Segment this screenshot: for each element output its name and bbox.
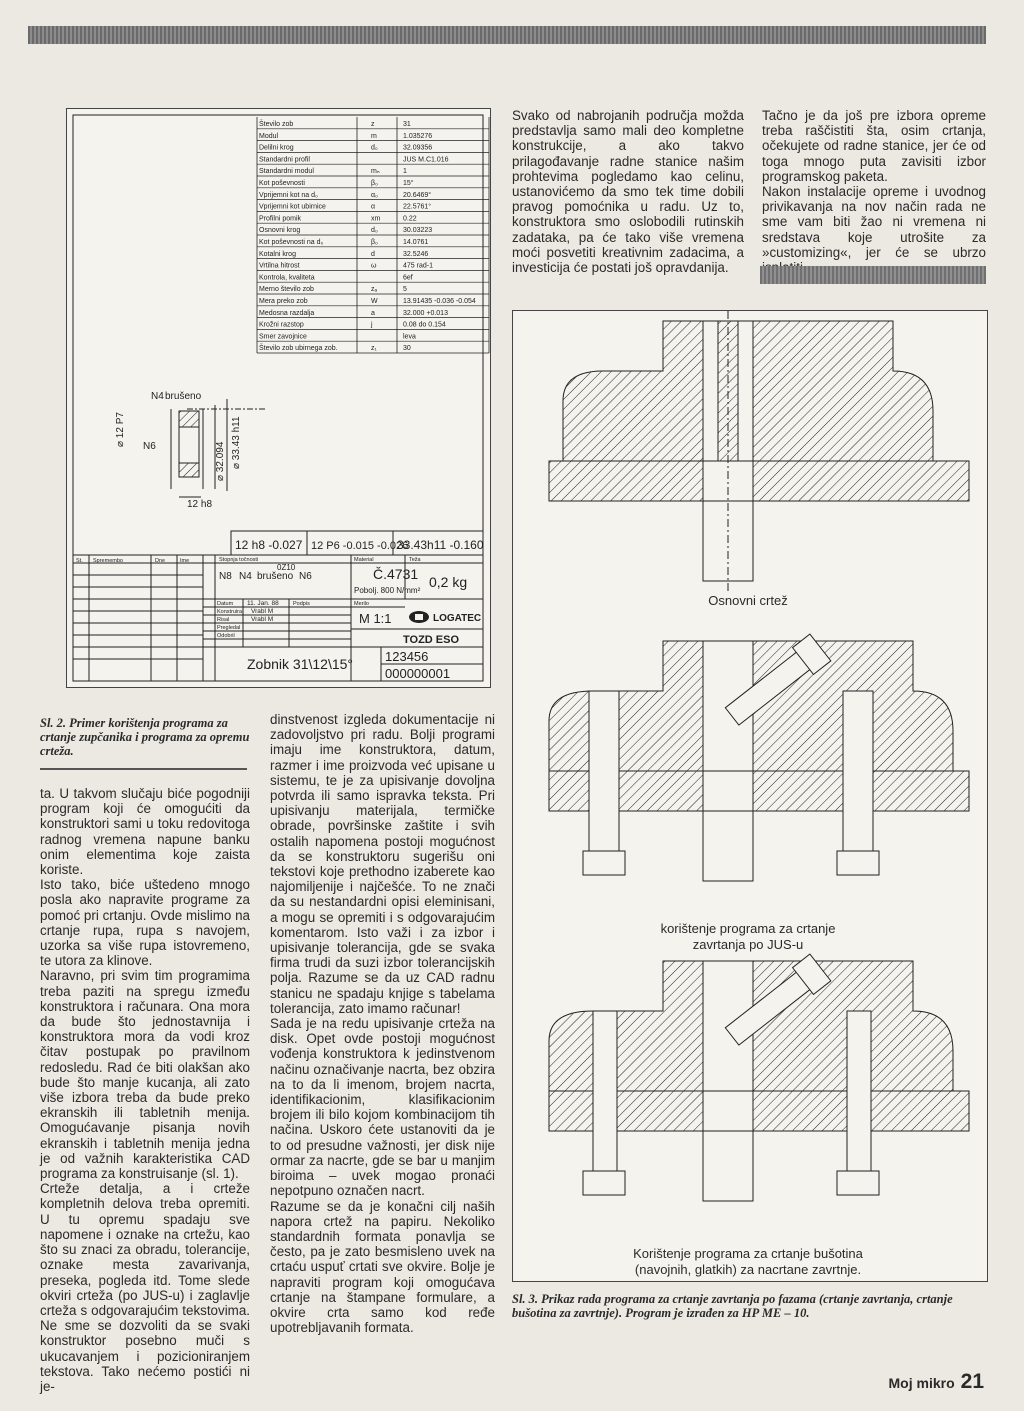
company-name: LOGATEC [433, 613, 482, 624]
param-symbol: α₀ [371, 191, 378, 199]
param-name: Profilni pomik [259, 215, 302, 223]
tb-n8: N8 [219, 571, 232, 582]
param-value: 14.0761 [403, 239, 429, 246]
param-name: Standardni profil [259, 156, 310, 164]
title-block [73, 555, 483, 681]
tb-material-val: Č.4731 [373, 566, 419, 582]
dim-3343: ⌀ 33.43 h11 [231, 416, 242, 469]
mid-para-1: dinstvenost izgleda dokumentacije ni zadovoljstvo pri radu. Bolji programi imaju ime konstruktora, datum, razmer i ime proizvoda već upisane u sistemu, te je za upisivanje dovoljna potvrda ili samo ispravka teksta. Pri upisivanju materijala, termičke obrade, površinske zaštite i svih ostalih napomena postoji mogućnost da se konstruktoru sugerišu oni tekstovi koje prethodno izaberete kao najomiljenije i najčešće. To ne znači da su nestandardni opisi eleminisani, a mogu se opremiti i s odgovarajućim komentarom. Isto važi i za izbor i upisivanje tolerancija, gde se svaka firma trudi da suzi izbor tolerancijskih polja. Razume se da uz CAD radnu stanicu ne spadaju knjige s tabelama tolerancija, zato imamo računar! [270, 712, 495, 1016]
caption-rule-left [40, 768, 247, 770]
param-name: Osnovni krog [259, 227, 301, 235]
tb-podpis: Podpis [293, 601, 310, 607]
tb-material-sub: Pobolj. 800 N/mm² [354, 586, 421, 595]
param-symbol: β₀ [371, 239, 378, 246]
param-name: Krožni razstop [259, 321, 304, 329]
mid-para-2: Sada je na redu upisivanje crteža na disk. Opet ovde postoji mogućnost vođenja konstruktora k jedinstvenom načinu označivanje nacrta, bez obzira na to da li imenom, brojem nacrta, identifikacionim, klasifikacionim brojem ili bilo kojom kombinacijom tih načina. Uskoro ćete ustanoviti da je to od presudne važnosti, jer disk nije ormar za nacrte, gde se bar u manjim biroima – uvek mogao pronaći nepotpuno označen nacrt. [270, 1016, 495, 1199]
tb-datum-val: 11. Jan. 88 [247, 600, 279, 607]
param-symbol: β₀ [371, 180, 378, 187]
param-name: Medosna razdalja [259, 309, 315, 317]
magazine-name: Moj mikro [888, 1375, 955, 1391]
param-name: Standardni modul [259, 168, 314, 176]
param-name: Delilni krog [259, 144, 294, 152]
left-column [40, 786, 250, 1394]
param-value: 30 [403, 345, 411, 353]
tb-person-1: Vrabl M [251, 608, 274, 615]
tb-teza-val: 0,2 kg [429, 574, 468, 590]
param-value: 32.09356 [403, 144, 433, 152]
param-value: 32.000 +0.013 [403, 309, 448, 317]
tb-merilo-val: M 1:1 [359, 611, 392, 626]
param-symbol: z [371, 121, 375, 128]
param-value: 0.08 do 0.154 [403, 321, 446, 329]
param-name: Kot poševnosti na d₀ [259, 239, 324, 246]
tb-row-odobril: Odobril [217, 633, 235, 639]
tb-row-pregledal: Pregledal [217, 625, 241, 631]
param-symbol: W [371, 298, 378, 305]
param-name: Vprijemni kot ubirnice [259, 203, 326, 211]
param-name: Kot poševnosti [259, 180, 305, 187]
param-name: Smer zavojnice [259, 333, 307, 341]
dim-12p7: ⌀ 12 P7 [115, 412, 126, 447]
tb-spremembe: Spremembo [93, 558, 123, 564]
bolt-drawings-svg [513, 311, 987, 1281]
param-symbol: j [371, 321, 373, 329]
logatec-logo [409, 611, 481, 624]
gear-parameter-table [257, 117, 489, 353]
top-right-para-2: Nakon instalacije opreme i uvodnog privikavanja na nov način rada ne sme vam biti žao ni vremena ni sredstava koje utrošite za »customizing«, jer će se ubrzo [762, 184, 986, 260]
part-number: 123456 [385, 649, 429, 664]
param-name: Merno število zob [259, 286, 314, 294]
param-value: leva [403, 333, 416, 341]
fit-2: 12 P6 -0.015 -0.026 [311, 540, 409, 552]
figure-3-caption: Sl. 3. Prikaz rada programa za crtanje zavrtanja po fazama (crtanje zavrtanja, crtanje bušotina za zavrtnje). Program je izrađen za HP ME – 10. [512, 1292, 953, 1320]
param-symbol: ω [371, 262, 377, 270]
tb-merilo: Merilo [354, 601, 369, 607]
left-para-1: ta. U takvom slučaju biće pogodniji program koji će omogućiti da konstruktori sami u toku redovitoga radnog vremena napune banku onim elementima koje zaista koriste. [40, 786, 250, 878]
grey-divider-box [760, 266, 986, 284]
tb-st: St. [76, 558, 83, 564]
param-value: 30.03223 [403, 227, 433, 235]
tb-bruseno: brušeno [257, 571, 294, 582]
param-name: Mera preko zob [259, 298, 308, 305]
page-top-bar [28, 26, 986, 44]
param-value: JUS M.C1.016 [403, 156, 449, 164]
param-value: 0.22 [403, 215, 417, 223]
param-value: 475 rad-1 [403, 262, 433, 270]
part-number-2: 000000001 [385, 666, 451, 681]
param-value: 1 [403, 168, 407, 176]
label-program-2b: (navojnih, glatkih) za nacrtane zavrtnje. [573, 1262, 923, 1277]
mid-para-3: Razume se da je konačni cilj naših napora crtež na papiru. Nekoliko standardnih formata ponavlja se često, pa je zato besmisleno uvek na crtaću uspuť crtati sve okvire. Bolje je napraviti program koji omogućava crtanje na štampane formulare, a okvire crta samo kod ređe upotrebljavanih formata. [270, 1198, 495, 1336]
tb-teza: Teža [409, 557, 421, 563]
param-name: Število zob ubirnega zob. [259, 345, 338, 353]
tb-dne: Dne [155, 558, 166, 564]
left-para-3: Naravno, pri svim tim programima treba paziti na spregu između konstruktora i računara. Ona mora da bude što jednostavnija i konstruktora mora da vodi kroz čitav postupak po pravilnom redosledu. Rad će biti olakšan ako bude što manje kucanja, ali zato više izbora treba da bude preko ekranskih ili tabletnih menija. Omogućavanje pisanja novih ekranskih i tabletnih menija jedna je od važnih karakteristika CAD programa za konstruisanje (sl. 1). [40, 968, 250, 1182]
part-name: Zobnik 31\12\15° [247, 656, 354, 672]
param-value: 13.91435 -0.036 -0.054 [403, 298, 476, 305]
annotation-n6: N6 [143, 441, 156, 452]
param-value: 31 [403, 121, 411, 128]
param-symbol: zₐ [371, 286, 378, 294]
company-unit: TOZD ESO [403, 634, 460, 646]
dim-32094: ⌀ 32.094 [215, 441, 226, 481]
tb-stopnja: Stopnja točnosti [219, 557, 259, 563]
label-program-1b: zavrtanja po JUS-u [613, 937, 883, 952]
tb-row-risal: Risal [217, 617, 230, 623]
param-name: Vrtilna hitrost [259, 262, 300, 270]
figure-3-bolt-drawings [512, 310, 988, 1282]
param-value: 32.5246 [403, 250, 429, 258]
tb-row-konstruiral: Konstruiral [217, 609, 244, 615]
param-name: Število zob [259, 121, 294, 128]
figure-2-caption: Sl. 2. Primer korištenja programa za crtanje zupčanika i programa za opremu crteža. [40, 716, 250, 758]
param-name: Vprijemni kot na d₀ [259, 191, 318, 199]
tb-material: Material [354, 557, 374, 563]
fits-row [231, 531, 484, 555]
param-symbol: z₁ [371, 345, 377, 353]
param-value: 5 [403, 286, 407, 294]
tb-stopnja-val: 0Z10 [277, 563, 296, 572]
panel-hole-program [549, 954, 969, 1201]
top-right-column [762, 108, 986, 275]
left-para-2: Isto tako, biće uštedeno mnogo posla ako napravite programe za pomoć pri crtanju. Ovde mislimo na crtanje rupa, rupa s navojem, uzorka sa više rupa istovremeno, te utora za klinove. [40, 877, 250, 969]
gear-drawing-svg [67, 109, 490, 687]
param-value: 15° [403, 180, 414, 187]
annotation-n4: N4 [151, 391, 164, 402]
middle-column [270, 712, 495, 1335]
panel-bolt-program [549, 634, 969, 881]
param-value: 6ef [403, 274, 413, 282]
label-osnovni-crtez: Osnovni crtež [673, 593, 823, 608]
label-program-2a: Korištenje programa za crtanje bušotina [573, 1246, 923, 1261]
top-right-para-1: Tačno je da još pre izbora opreme treba raščistiti šta, osim crtanja, očekujete od radne stanice, jer će od toga mnogo puta zavisiti izbor programskog paketa. [762, 108, 986, 184]
label-program-1a: korištenje programa za crtanje [613, 921, 883, 936]
param-symbol: mₙ [371, 168, 380, 176]
top-middle-text: Svako od nabrojanih područja možda predstavlja samo mali deo kompletne konstrukcije, a ako takvo prilagođavanje radne stanice našim prohtevima pogledamo kao celinu, ustanovićemo da smo tek time dobili pravog pomoćnika u radu. Uz to, konstruktora smo oslobodili rutinskih zadataka, pa će tako više vremena moći posvetiti kreativnim zadacima, a investicija će postati još opravdanija. [512, 108, 744, 276]
param-value: 22.5761° [403, 203, 432, 211]
tb-n4: N4 [239, 571, 252, 582]
fit-3: 33.43h11 -0.160 [397, 538, 484, 552]
param-symbol: α [371, 203, 376, 211]
annotation-bruseno: brušeno [165, 391, 202, 402]
fit-1: 12 h8 -0.027 [235, 538, 303, 552]
tb-n6: N6 [299, 571, 312, 582]
tb-person-2: Vrabl M [251, 616, 274, 623]
param-symbol: m [371, 132, 377, 140]
param-value: 20.6469° [403, 191, 432, 199]
param-name: Kontrola, kvaliteta [259, 274, 315, 282]
figure-2-gear-drawing [66, 108, 491, 688]
tb-datum: Datum [217, 601, 234, 607]
param-symbol: a [371, 309, 375, 317]
tb-ime: Ime [180, 558, 190, 564]
panel-basic-drawing [549, 311, 969, 591]
left-para-4: Crteže detalja, a i crteže kompletnih delova treba opremiti. U tu opremu spadaju sve napomene i oznake na crtežu, kao što su znaci za obradu, tolerancije, oznake mesta zavarivanja, preseka, pogleda itd. Tome slede okviri crteža (po JUS-u) i zaglavlje crteža s odgovarajućim tekstovima. Ne sme se dozvoliti da se svaki konstruktor posebno muči s ukucavanjem i pozicioniranjem tekstova. Tako nećemo postići ni je- [40, 1181, 250, 1394]
dim-12h8: 12 h8 [187, 499, 213, 510]
param-symbol: d₀ [371, 144, 378, 152]
param-value: 1.035276 [403, 132, 433, 140]
page-number: 21 [960, 1370, 984, 1393]
param-symbol: xm [371, 215, 381, 223]
param-name: Modul [259, 132, 279, 140]
param-name: Kotalni krog [259, 250, 296, 258]
param-symbol: d₀ [371, 227, 378, 235]
page-footer [889, 1370, 984, 1394]
param-symbol: d [371, 250, 375, 258]
